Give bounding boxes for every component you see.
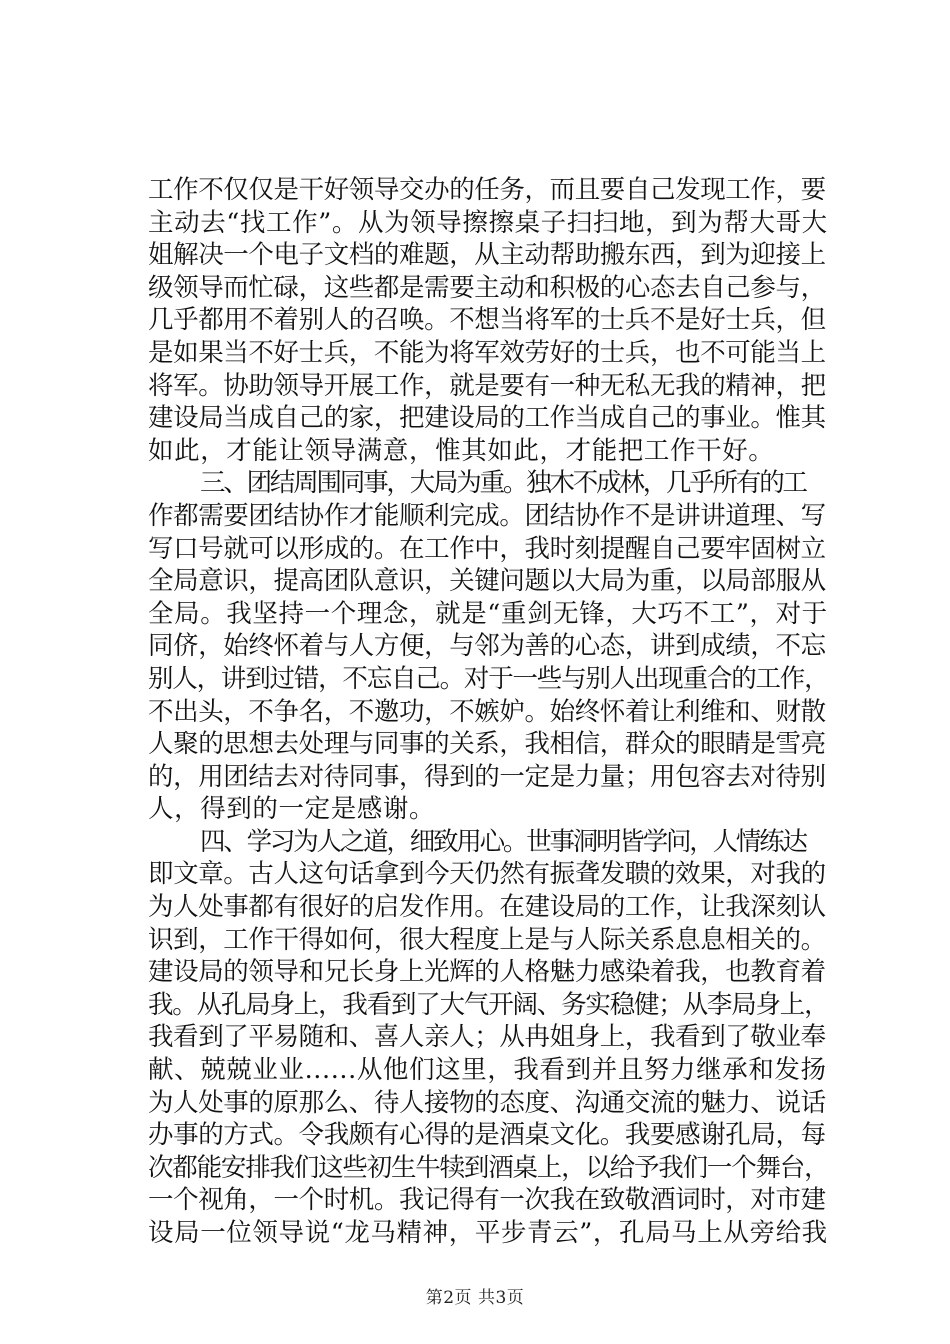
text-line: 全局。我坚持一个理念，就是“重剑无锋，大巧不工”，对于 [148,598,828,629]
text-line: 四、学习为人之道，细致用心。世事洞明皆学问，人情练达 [200,826,806,857]
text-line: 即文章。古人这句话拿到今天仍然有振聋发聩的效果，对我的 [148,859,826,890]
text-line: 识到，工作干得如何，很大程度上是与人际关系息息相关的。 [148,924,826,955]
text-line: 人，得到的一定是感谢。 [148,794,436,825]
text-line: 主动去“找工作”。从为领导擦擦桌子扫扫地，到为帮大哥大 [148,207,828,238]
text-line: 三、团结周围同事，大局为重。独木不成林，几乎所有的工 [200,468,806,499]
text-line: 几乎都用不着别人的召唤。不想当将军的士兵不是好士兵，但 [148,305,826,336]
text-line: 建设局当成自己的家，把建设局的工作当成自己的事业。惟其 [148,403,826,434]
text-line: 献、兢兢业业......从他们这里，我看到并且努力继承和发扬 [148,1055,827,1086]
document-body [148,174,828,1250]
page-footer: 第2页 共3页 [425,1288,525,1308]
text-line: 作都需要团结协作才能顺利完成。团结协作不是讲讲道理、写 [148,500,826,531]
text-line: 我。从孔局身上，我看到了大气开阔、务实稳健；从李局身上， [148,989,829,1020]
text-line: 别人，讲到过错，不忘自己。对于一些与别人出现重合的工作， [148,663,829,694]
text-line: 工作不仅仅是干好领导交办的任务，而且要自己发现工作，要 [148,175,826,205]
text-line: 如此，才能让领导满意，惟其如此，才能把工作干好。 [148,435,775,466]
text-line: 姐解决一个电子文档的难题，从主动帮助搬东西，到为迎接上 [148,240,826,271]
text-line: 一个视角，一个时机。我记得有一次我在致敬酒词时，对市建 [148,1185,826,1216]
text-line: 设局一位领导说“龙马精神，平步青云”，孔局马上从旁给我 [148,1218,828,1248]
text-line: 为人处事的原那么、待人接物的态度、沟通交流的魅力、说话 [148,1087,826,1118]
text-line: 将军。协助领导开展工作，就是要有一种无私无我的精神，把 [148,370,826,401]
text-line: 不出头，不争名，不邀功，不嫉妒。始终怀着让利维和、财散 [148,696,826,727]
text-line: 写口号就可以形成的。在工作中，我时刻提醒自己要牢固树立 [148,533,826,564]
text-line: 全局意识，提高团队意识，关键问题以大局为重，以局部服从 [148,566,826,597]
text-line: 是如果当不好士兵，不能为将军效劳好的士兵，也不可能当上 [148,337,826,368]
text-line: 办事的方式。令我颇有心得的是酒桌文化。我要感谢孔局，每 [148,1120,826,1151]
text-line: 级领导而忙碌，这些都是需要主动和积极的心态去自己参与， [148,272,826,303]
text-line: 人聚的思想去处理与同事的关系，我相信，群众的眼睛是雪亮 [148,729,826,760]
text-line: 同侪，始终怀着与人方便，与邻为善的心态，讲到成绩，不忘 [148,631,826,662]
text-line: 为人处事都有很好的启发作用。在建设局的工作，让我深刻认 [148,892,826,923]
text-line: 建设局的领导和兄长身上光辉的人格魅力感染着我，也教育着 [148,957,826,988]
text-line: 的，用团结去对待同事，得到的一定是力量；用包容去对待别 [148,761,826,792]
text-line: 我看到了平易随和、喜人亲人；从冉姐身上，我看到了敬业奉 [148,1022,826,1053]
text-line: 次都能安排我们这些初生牛犊到酒桌上，以给予我们一个舞台， [148,1152,829,1183]
